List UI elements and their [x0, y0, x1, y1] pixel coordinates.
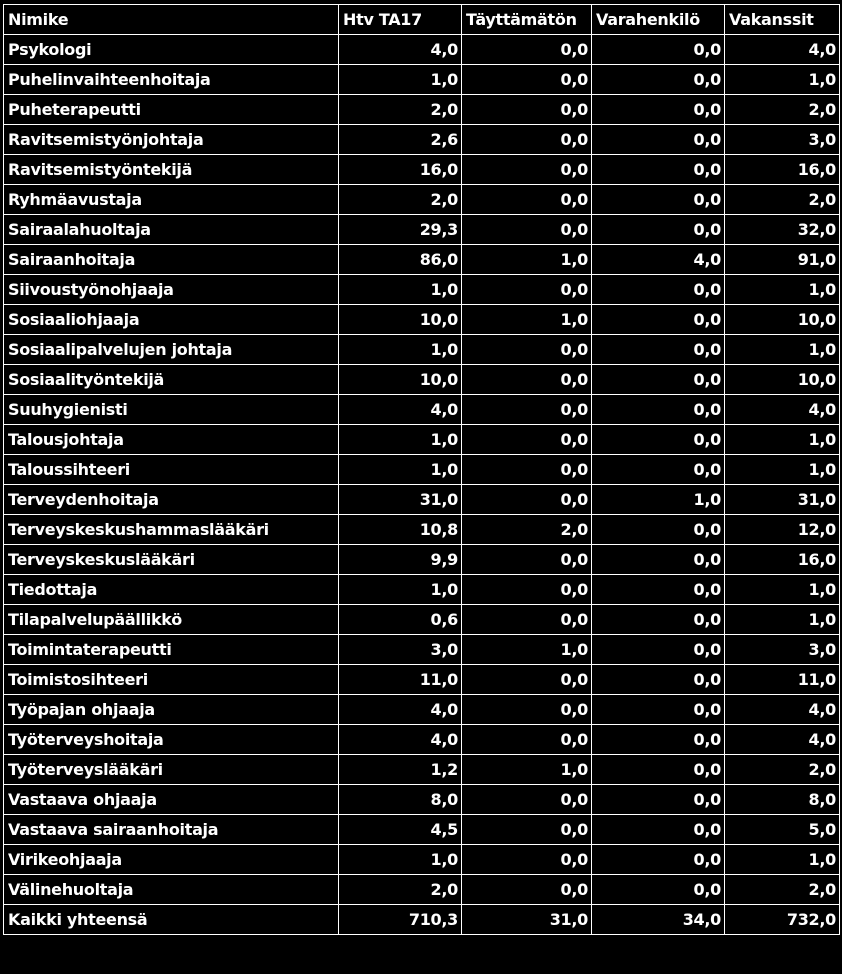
- cell-htv-ta17: 1,0: [339, 455, 462, 485]
- table-row: [4, 335, 840, 365]
- cell-varahenkilo: 0,0: [592, 605, 725, 635]
- cell-vakanssit: 2,0: [725, 95, 840, 125]
- cell-vakanssit: 32,0: [725, 215, 840, 245]
- cell-nimike: Ryhmäavustaja: [4, 185, 339, 215]
- cell-tayttamaton: 1,0: [462, 635, 592, 665]
- table-row: [4, 35, 840, 65]
- cell-tayttamaton: 0,0: [462, 725, 592, 755]
- cell-vakanssit: 1,0: [725, 275, 840, 305]
- table-row: [4, 815, 840, 845]
- cell-htv-ta17: 4,0: [339, 35, 462, 65]
- cell-vakanssit: 12,0: [725, 515, 840, 545]
- table-row: [4, 545, 840, 575]
- cell-varahenkilo: 0,0: [592, 425, 725, 455]
- cell-varahenkilo: 0,0: [592, 215, 725, 245]
- cell-vakanssit: 2,0: [725, 185, 840, 215]
- cell-htv-ta17: 3,0: [339, 635, 462, 665]
- cell-nimike: Terveydenhoitaja: [4, 485, 339, 515]
- cell-htv-ta17: 8,0: [339, 785, 462, 815]
- cell-htv-ta17: 1,0: [339, 275, 462, 305]
- cell-vakanssit: 4,0: [725, 395, 840, 425]
- cell-tayttamaton: 0,0: [462, 155, 592, 185]
- cell-nimike: Toimintaterapeutti: [4, 635, 339, 665]
- table-row: [4, 395, 840, 425]
- cell-nimike: Sosiaaliohjaaja: [4, 305, 339, 335]
- cell-varahenkilo: 0,0: [592, 455, 725, 485]
- cell-htv-ta17: 4,0: [339, 725, 462, 755]
- cell-htv-ta17: 4,5: [339, 815, 462, 845]
- cell-nimike: Työterveyslääkäri: [4, 755, 339, 785]
- cell-htv-ta17: 1,0: [339, 425, 462, 455]
- cell-varahenkilo: 0,0: [592, 875, 725, 905]
- table-row: [4, 155, 840, 185]
- cell-vakanssit: 1,0: [725, 425, 840, 455]
- cell-nimike: Talousjohtaja: [4, 425, 339, 455]
- cell-varahenkilo: 0,0: [592, 155, 725, 185]
- cell-varahenkilo: 0,0: [592, 335, 725, 365]
- cell-vakanssit: 1,0: [725, 605, 840, 635]
- cell-vakanssit: 4,0: [725, 695, 840, 725]
- total-varahenkilo: 34,0: [592, 905, 725, 935]
- cell-vakanssit: 8,0: [725, 785, 840, 815]
- total-htv-ta17: 710,3: [339, 905, 462, 935]
- cell-tayttamaton: 1,0: [462, 245, 592, 275]
- table-row: [4, 425, 840, 455]
- cell-varahenkilo: 0,0: [592, 305, 725, 335]
- header-varahenkilo: Varahenkilö: [592, 5, 725, 35]
- cell-htv-ta17: 10,0: [339, 305, 462, 335]
- cell-vakanssit: 91,0: [725, 245, 840, 275]
- total-vakanssit: 732,0: [725, 905, 840, 935]
- cell-nimike: Puhelinvaihteenhoitaja: [4, 65, 339, 95]
- cell-htv-ta17: 16,0: [339, 155, 462, 185]
- cell-tayttamaton: 0,0: [462, 35, 592, 65]
- cell-tayttamaton: 0,0: [462, 215, 592, 245]
- total-row: [4, 905, 840, 935]
- cell-htv-ta17: 4,0: [339, 695, 462, 725]
- cell-htv-ta17: 1,0: [339, 65, 462, 95]
- cell-varahenkilo: 0,0: [592, 725, 725, 755]
- total-tayttamaton: 31,0: [462, 905, 592, 935]
- table-row: [4, 365, 840, 395]
- table-row: [4, 665, 840, 695]
- table-row: [4, 695, 840, 725]
- cell-varahenkilo: 0,0: [592, 845, 725, 875]
- cell-varahenkilo: 0,0: [592, 815, 725, 845]
- cell-nimike: Sairaalahuoltaja: [4, 215, 339, 245]
- cell-vakanssit: 16,0: [725, 545, 840, 575]
- cell-varahenkilo: 0,0: [592, 395, 725, 425]
- cell-nimike: Puheterapeutti: [4, 95, 339, 125]
- table-row: [4, 845, 840, 875]
- cell-nimike: Siivoustyönohjaaja: [4, 275, 339, 305]
- cell-varahenkilo: 0,0: [592, 755, 725, 785]
- cell-varahenkilo: 4,0: [592, 245, 725, 275]
- cell-htv-ta17: 9,9: [339, 545, 462, 575]
- cell-htv-ta17: 2,0: [339, 185, 462, 215]
- cell-nimike: Sairaanhoitaja: [4, 245, 339, 275]
- cell-varahenkilo: 1,0: [592, 485, 725, 515]
- cell-tayttamaton: 0,0: [462, 455, 592, 485]
- table-row: [4, 305, 840, 335]
- cell-tayttamaton: 0,0: [462, 875, 592, 905]
- cell-varahenkilo: 0,0: [592, 125, 725, 155]
- cell-tayttamaton: 0,0: [462, 815, 592, 845]
- cell-nimike: Välinehuoltaja: [4, 875, 339, 905]
- cell-vakanssit: 4,0: [725, 35, 840, 65]
- header-row: [4, 5, 840, 35]
- table-body: [4, 35, 840, 905]
- cell-tayttamaton: 0,0: [462, 785, 592, 815]
- cell-tayttamaton: 0,0: [462, 365, 592, 395]
- cell-varahenkilo: 0,0: [592, 785, 725, 815]
- cell-tayttamaton: 0,0: [462, 425, 592, 455]
- cell-htv-ta17: 0,6: [339, 605, 462, 635]
- cell-nimike: Virikeohjaaja: [4, 845, 339, 875]
- cell-vakanssit: 3,0: [725, 635, 840, 665]
- cell-varahenkilo: 0,0: [592, 545, 725, 575]
- cell-htv-ta17: 11,0: [339, 665, 462, 695]
- cell-nimike: Terveyskeskuslääkäri: [4, 545, 339, 575]
- cell-tayttamaton: 0,0: [462, 605, 592, 635]
- cell-tayttamaton: 0,0: [462, 275, 592, 305]
- table-row: [4, 725, 840, 755]
- cell-varahenkilo: 0,0: [592, 665, 725, 695]
- table-row: [4, 605, 840, 635]
- header-nimike: Nimike: [4, 5, 339, 35]
- cell-vakanssit: 4,0: [725, 725, 840, 755]
- cell-htv-ta17: 29,3: [339, 215, 462, 245]
- cell-nimike: Psykologi: [4, 35, 339, 65]
- cell-varahenkilo: 0,0: [592, 185, 725, 215]
- cell-htv-ta17: 1,0: [339, 335, 462, 365]
- cell-vakanssit: 1,0: [725, 575, 840, 605]
- cell-vakanssit: 16,0: [725, 155, 840, 185]
- cell-htv-ta17: 10,0: [339, 365, 462, 395]
- cell-htv-ta17: 4,0: [339, 395, 462, 425]
- cell-tayttamaton: 1,0: [462, 755, 592, 785]
- cell-tayttamaton: 0,0: [462, 665, 592, 695]
- cell-nimike: Sosiaalipalvelujen johtaja: [4, 335, 339, 365]
- cell-nimike: Taloussihteeri: [4, 455, 339, 485]
- cell-vakanssit: 2,0: [725, 875, 840, 905]
- cell-varahenkilo: 0,0: [592, 275, 725, 305]
- table-row: [4, 95, 840, 125]
- cell-htv-ta17: 2,6: [339, 125, 462, 155]
- cell-nimike: Toimistosihteeri: [4, 665, 339, 695]
- cell-htv-ta17: 1,2: [339, 755, 462, 785]
- cell-nimike: Vastaava sairaanhoitaja: [4, 815, 339, 845]
- cell-varahenkilo: 0,0: [592, 65, 725, 95]
- cell-tayttamaton: 0,0: [462, 125, 592, 155]
- header-htv-ta17: Htv TA17: [339, 5, 462, 35]
- cell-htv-ta17: 86,0: [339, 245, 462, 275]
- cell-nimike: Terveyskeskushammaslääkäri: [4, 515, 339, 545]
- cell-htv-ta17: 10,8: [339, 515, 462, 545]
- cell-varahenkilo: 0,0: [592, 35, 725, 65]
- table-row: [4, 635, 840, 665]
- cell-tayttamaton: 0,0: [462, 695, 592, 725]
- table-row: [4, 755, 840, 785]
- cell-htv-ta17: 2,0: [339, 875, 462, 905]
- cell-vakanssit: 3,0: [725, 125, 840, 155]
- cell-nimike: Ravitsemistyöntekijä: [4, 155, 339, 185]
- cell-nimike: Sosiaalityöntekijä: [4, 365, 339, 395]
- cell-vakanssit: 1,0: [725, 455, 840, 485]
- table-row: [4, 485, 840, 515]
- cell-varahenkilo: 0,0: [592, 515, 725, 545]
- cell-tayttamaton: 0,0: [462, 65, 592, 95]
- cell-htv-ta17: 2,0: [339, 95, 462, 125]
- cell-vakanssit: 1,0: [725, 335, 840, 365]
- cell-vakanssit: 1,0: [725, 65, 840, 95]
- cell-tayttamaton: 1,0: [462, 305, 592, 335]
- cell-nimike: Ravitsemistyönjohtaja: [4, 125, 339, 155]
- cell-tayttamaton: 0,0: [462, 485, 592, 515]
- cell-vakanssit: 5,0: [725, 815, 840, 845]
- cell-varahenkilo: 0,0: [592, 635, 725, 665]
- cell-varahenkilo: 0,0: [592, 695, 725, 725]
- staffing-table: [3, 4, 840, 935]
- cell-tayttamaton: 0,0: [462, 95, 592, 125]
- table-row: [4, 875, 840, 905]
- cell-vakanssit: 10,0: [725, 365, 840, 395]
- cell-nimike: Työpajan ohjaaja: [4, 695, 339, 725]
- cell-tayttamaton: 0,0: [462, 395, 592, 425]
- table-row: [4, 785, 840, 815]
- cell-tayttamaton: 0,0: [462, 845, 592, 875]
- cell-nimike: Tilapalvelupäällikkö: [4, 605, 339, 635]
- table-row: [4, 275, 840, 305]
- table-row: [4, 455, 840, 485]
- cell-varahenkilo: 0,0: [592, 365, 725, 395]
- cell-tayttamaton: 0,0: [462, 185, 592, 215]
- cell-tayttamaton: 0,0: [462, 335, 592, 365]
- table-row: [4, 125, 840, 155]
- table-row: [4, 575, 840, 605]
- total-label: Kaikki yhteensä: [4, 905, 339, 935]
- cell-vakanssit: 31,0: [725, 485, 840, 515]
- cell-varahenkilo: 0,0: [592, 95, 725, 125]
- table-row: [4, 185, 840, 215]
- header-vakanssit: Vakanssit: [725, 5, 840, 35]
- cell-htv-ta17: 31,0: [339, 485, 462, 515]
- header-tayttamaton: Täyttämätön: [462, 5, 592, 35]
- cell-tayttamaton: 0,0: [462, 545, 592, 575]
- cell-nimike: Vastaava ohjaaja: [4, 785, 339, 815]
- cell-vakanssit: 11,0: [725, 665, 840, 695]
- table-row: [4, 65, 840, 95]
- table-row: [4, 215, 840, 245]
- cell-nimike: Suuhygienisti: [4, 395, 339, 425]
- cell-tayttamaton: 0,0: [462, 575, 592, 605]
- cell-tayttamaton: 2,0: [462, 515, 592, 545]
- cell-htv-ta17: 1,0: [339, 845, 462, 875]
- cell-htv-ta17: 1,0: [339, 575, 462, 605]
- cell-nimike: Tiedottaja: [4, 575, 339, 605]
- cell-vakanssit: 1,0: [725, 845, 840, 875]
- table-row: [4, 515, 840, 545]
- cell-vakanssit: 10,0: [725, 305, 840, 335]
- table-row: [4, 245, 840, 275]
- cell-nimike: Työterveyshoitaja: [4, 725, 339, 755]
- cell-vakanssit: 2,0: [725, 755, 840, 785]
- cell-varahenkilo: 0,0: [592, 575, 725, 605]
